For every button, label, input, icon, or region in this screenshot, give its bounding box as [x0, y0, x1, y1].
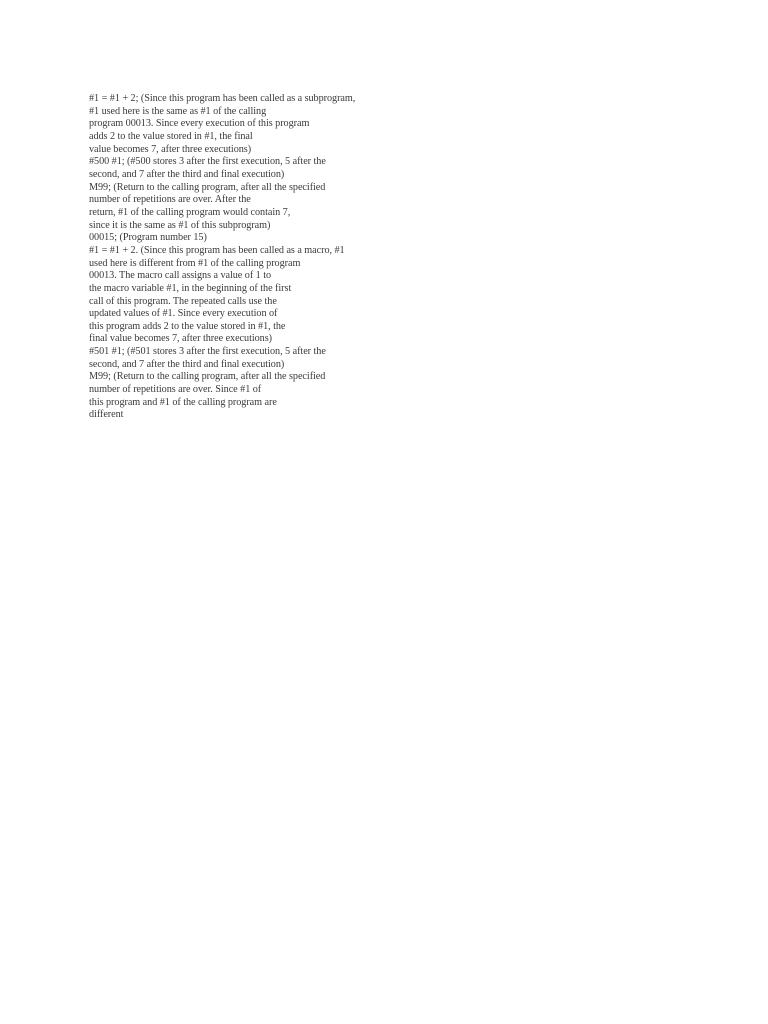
text-line: #1 used here is the same as #1 of the calling: [89, 105, 267, 117]
text-line: #500 #1; (#500 stores 3 after the first execution, 5 after the: [89, 156, 326, 168]
text-line: #1 = #1 + 2; (Since this program has been called as a subprogram,: [89, 93, 356, 104]
text-line: value becomes 7, after three executions): [89, 143, 252, 155]
text-line: M99; (Return to the calling program, after all the specified: [89, 181, 326, 193]
text-line: 00015; (Program number 15): [89, 232, 207, 244]
text-line: 00013. The macro call assigns a value of 1 to: [89, 270, 272, 282]
text-line: final value becomes 7, after three executions): [89, 333, 272, 345]
text-line: number of repetitions are over. After the: [89, 194, 251, 206]
text-line: #501 #1; (#501 stores 3 after the first execution, 5 after the: [89, 346, 326, 358]
text-line: used here is different from #1 of the calling program: [89, 257, 301, 269]
text-line: adds 2 to the value stored in #1, the final: [89, 130, 253, 142]
text-line: second, and 7 after the third and final execution): [89, 358, 285, 370]
text-line: return, #1 of the calling program would contain 7,: [89, 206, 291, 218]
text-line: number of repetitions are over. Since #1 of: [89, 384, 262, 396]
text-line: second, and 7 after the third and final execution): [89, 168, 285, 180]
text-line: call of this program. The repeated calls use the: [89, 295, 277, 307]
text-line: different: [89, 409, 124, 421]
text-line: program 00013. Since every execution of this program: [89, 118, 310, 130]
document-text-block: [89, 93, 389, 422]
text-line: this program and #1 of the calling program are: [89, 396, 277, 408]
text-line: the macro variable #1, in the beginning of the first: [89, 282, 292, 294]
text-line: #1 = #1 + 2. (Since this program has been called as a macro, #1: [89, 244, 345, 256]
text-line: M99; (Return to the calling program, after all the specified: [89, 371, 326, 383]
text-line: this program adds 2 to the value stored in #1, the: [89, 320, 286, 332]
text-line: updated values of #1. Since every execution of: [89, 308, 278, 320]
text-line: since it is the same as #1 of this subprogram): [89, 219, 271, 231]
